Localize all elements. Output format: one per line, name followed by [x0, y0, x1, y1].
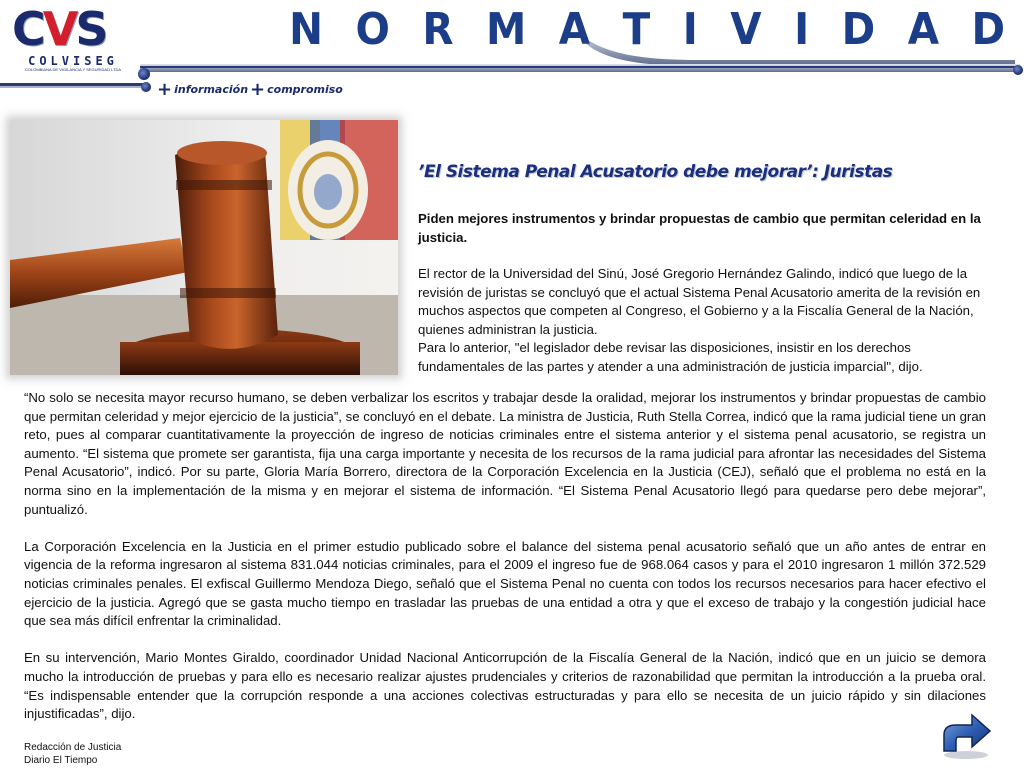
logo-subtitle: COLOMBIANA DE VIGILANCIA Y SEGURIDAD LTDA	[24, 67, 122, 72]
gavel-photo	[10, 120, 398, 375]
plus-icon: +	[250, 79, 266, 100]
company-logo	[8, 4, 136, 72]
logo-mark: CVS	[12, 2, 106, 56]
article-headline: ’El Sistema Penal Acusatorio debe mejorar’: Juristas	[418, 162, 893, 182]
logo-name: COLVISEG	[28, 54, 118, 68]
intro-paragraph: Para lo anterior, "el legislador debe revisar las disposiciones, insistir en los derechos fundamentales de las partes y atender a una administración de justicia imparcial", dijo.	[418, 340, 923, 374]
page-title: N O R M A T I V I D A D	[288, 4, 1014, 55]
article-body	[24, 389, 986, 742]
tagline-part2: compromiso	[267, 83, 343, 96]
body-paragraph: “No solo se necesita mayor recurso humano, se deben verbalizar los escritos y trabajar desde la oralidad, mejorar los instrumentos y brindar propuestas de cambio que permitan celeridad y mejor ejercicio de la justicia”, se concluyó en el debate. La ministra de Justicia, Ruth Stella Correa, indicó que la rama judicial tiene un gran reto, pues al comparar cuantitativamente la proyección de ingreso de noticias criminales entre el sistema anterior y el sistema penal acusatorio, se registra un aumento. “El sistema que promete ser garantista, fija una carga importante y necesita de los recursos de la rama judicial para afrontar las necesidades del Sistema Penal Acusatorio”, indicó. Por su parte, Gloria María Borrero, directora de la Corporación Excelencia en la Justicia (CEJ), señaló que el problema no está en la norma sino en la implementación de la misma y en mejorar el sistema de información. “El Sistema Penal Acusatorio llegó para quedarse pero debe mejorar”, puntualizó.	[24, 390, 986, 517]
article-intro	[418, 265, 990, 377]
body-paragraph: En su intervención, Mario Montes Giraldo, coordinador Unidad Nacional Anticorrupción de la Fiscalía General de la Nación, indicó que en un juicio se demora mucho la introducción de pruebas y para ello es necesario realizar ajustes prudenciales y criterios de razonabilidad que permitan la introducción a la prueba oral. “Es indispensable entender que la corrupción responde a una acciones colectivas estructuradas y para ello se necesita de un juicio rápido y sin dilaciones injustificadas”, dijo.	[24, 650, 986, 722]
tagline	[155, 79, 343, 100]
tagline-part1: información	[174, 83, 249, 96]
credit-line: Diario El Tiempo	[24, 755, 98, 766]
article-lead: Piden mejores instrumentos y brindar propuestas de cambio que permitan celeridad en la justicia.	[418, 211, 981, 245]
credit-line: Redacción de Justicia	[24, 742, 122, 753]
article-credits	[24, 741, 121, 767]
plus-icon: +	[157, 79, 173, 100]
body-paragraph: La Corporación Excelencia en la Justicia en el primer estudio publicado sobre el balance del sistema penal acusatorio señaló que un año antes de entrar en vigencia de la reforma ingresaron al sistema 831.044 noticias criminales, para el 2009 el ingreso fue de 968.064 casos y para el 2010 ingresaron 1 millón 372.529 noticias criminales penales. El exfiscal Guillermo Mendoza Diego, señaló que el Sistema Penal no cuenta con todos los recursos necesarios para hacer efectivo el ejercicio de la justicia. Agregó que se gasta mucho tiempo en trasladar las pruebas de una entidad a otra y que el exceso de trabajo y la congestión judicial hace que sea más difícil enfrentar la criminalidad.	[24, 538, 986, 629]
gavel-illustration	[10, 120, 398, 375]
intro-paragraph: El rector de la Universidad del Sinú, José Gregorio Hernández Galindo, indicó que luego de la revisión de juristas se concluyó que el actual Sistema Penal Acusatorio amerita de la revisión en muchos aspectos que competen al Congreso, el Gobierno y a la Fiscalía General de la Nación, quienes administran la justicia.	[418, 266, 981, 337]
curved-arrow-right-icon	[938, 705, 994, 761]
next-slide-button[interactable]	[938, 705, 994, 761]
